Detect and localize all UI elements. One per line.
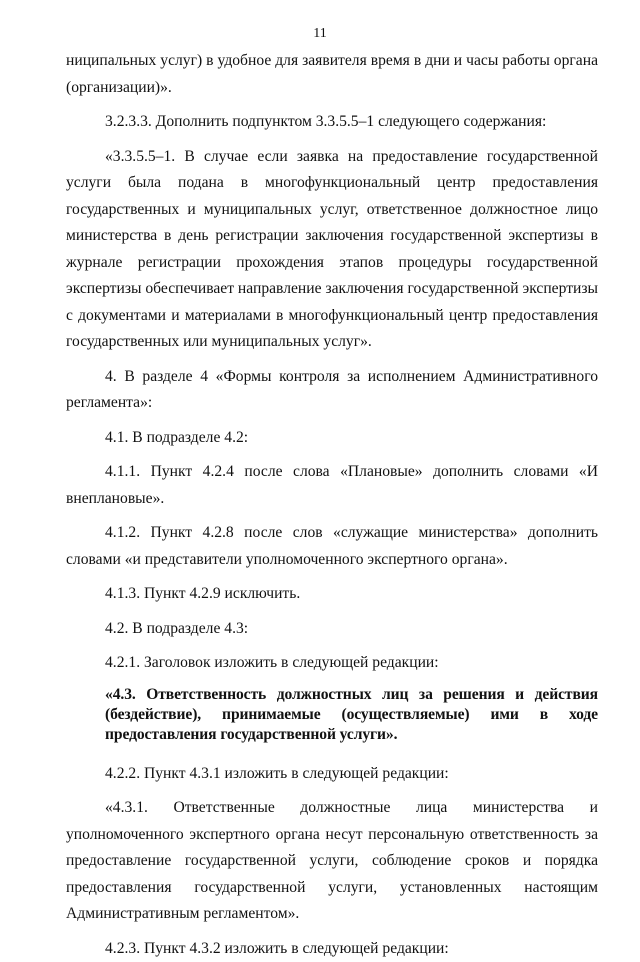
- paragraph-4-2: 4.2. В подразделе 4.3:: [66, 616, 598, 643]
- paragraph-4-2-2: 4.2.2. Пункт 4.3.1 изложить в следующей редакции:: [66, 761, 598, 788]
- section-heading-4-3: «4.3. Ответственность должностных лиц за решения и действия (бездействие), принимаемые (осуществляемые) ими в ходе предоставления государственной услуги».: [66, 685, 598, 745]
- paragraph-3-3-5-5-1: «3.3.5.5–1. В случае если заявка на предоставление государственной услуги была подана в многофункциональный центр предоставления государственных и муниципальных услуг, ответственное должностное лицо министерства в день регистрации заключения государственной экспертизы в журнале регистрации прохождения этапов процедуры государственной экспертизы обеспечивает направление заключения государственной экспертизы с документами и материалами в многофункциональный центр предоставления государственных или муниципальных услуг».: [66, 144, 598, 356]
- paragraph-4-2-3: 4.2.3. Пункт 4.3.2 изложить в следующей редакции:: [66, 936, 598, 962]
- page-number: 11: [0, 26, 640, 42]
- paragraph-4-2-1: 4.2.1. Заголовок изложить в следующей редакции:: [66, 650, 598, 677]
- paragraph-4-1-2: 4.1.2. Пункт 4.2.8 после слов «служащие министерства» дополнить словами «и представители уполномоченного экспертного органа».: [66, 520, 598, 573]
- paragraph-continuation: ниципальных услуг) в удобное для заявителя время в дни и часы работы органа (организации)».: [66, 48, 598, 101]
- document-body: [66, 48, 598, 962]
- paragraph-4-3-1: «4.3.1. Ответственные должностные лица министерства и уполномоченного экспертного органа несут персональную ответственность за предоставление государственной услуги, соблюдение сроков и порядка предоставления государственной услуги, установленных настоящим Административным регламентом».: [66, 795, 598, 928]
- paragraph-4: 4. В разделе 4 «Формы контроля за исполнением Административного регламента»:: [66, 364, 598, 417]
- paragraph-3-2-3-3: 3.2.3.3. Дополнить подпунктом 3.3.5.5–1 следующего содержания:: [66, 109, 598, 136]
- paragraph-4-1-3: 4.1.3. Пункт 4.2.9 исключить.: [66, 581, 598, 608]
- paragraph-4-1-1: 4.1.1. Пункт 4.2.4 после слова «Плановые» дополнить словами «И внеплановые».: [66, 459, 598, 512]
- paragraph-4-1: 4.1. В подразделе 4.2:: [66, 425, 598, 452]
